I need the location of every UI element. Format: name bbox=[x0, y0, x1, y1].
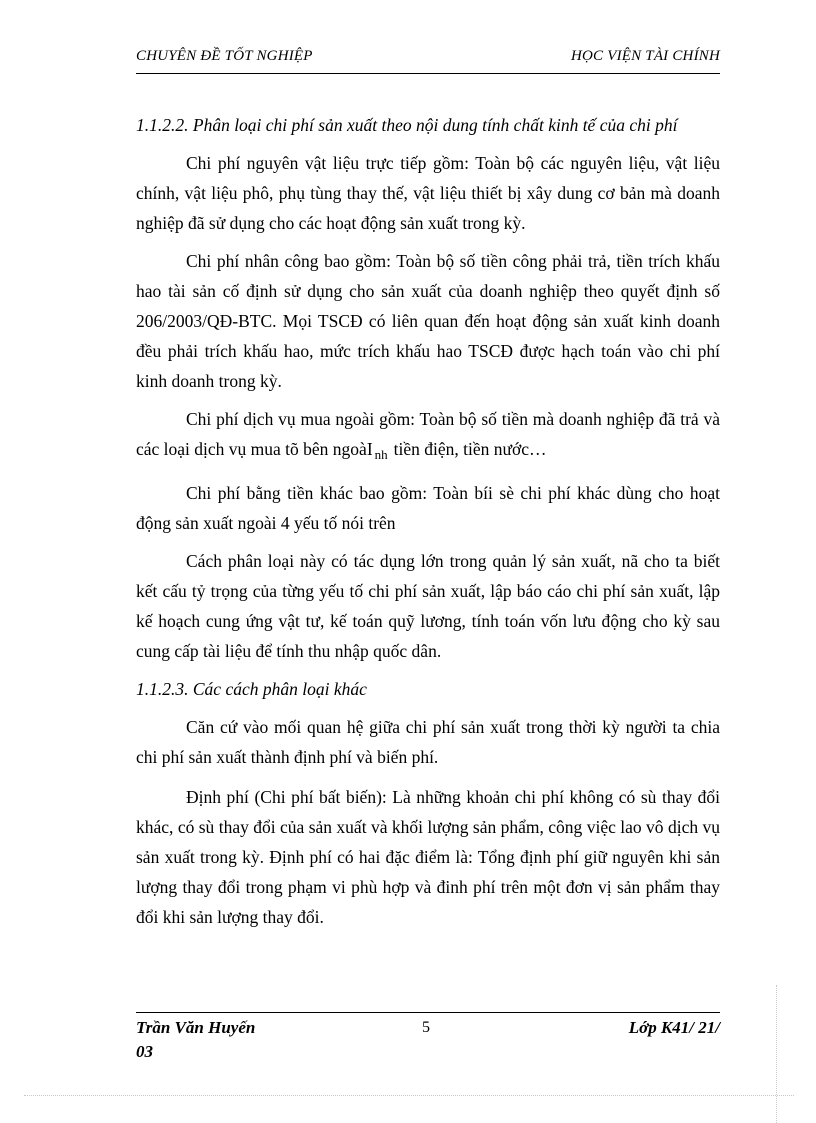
paragraph-relationship: Căn cứ vào mối quan hệ giữa chi phí sản xuất trong thời kỳ người ta chia chi phí sản xuất thành định phí và biến phí. bbox=[136, 717, 720, 767]
paragraph-other-cash: Chi phí bằng tiền khác bao gồm: Toàn bíi sè chi phí khác dùng cho hoạt động sản xuất ngoài 4 yếu tố nói trên bbox=[136, 483, 720, 533]
footer-class: Lớp K41/ 21/ bbox=[628, 1018, 720, 1037]
section-heading-1-1-2-3: 1.1.2.3. Các cách phân loại khác bbox=[136, 679, 367, 699]
paragraph-labor: Chi phí nhân công bao gồm: Toàn bộ số tiền công phải trả, tiền trích khấu hao tài sản cố định sử dụng cho sản xuất của doanh nghiệp theo quyết định số 206/2003/QĐ-BTC. Mọi TSCĐ có liên quan đến hoạt động sản xuất kinh doanh đều phải trích khấu hao, mức trích khấu hao TSCĐ được hạch toán vào chi phí kinh doanh trong kỳ. bbox=[136, 251, 720, 391]
paragraph-fixed-cost: Định phí (Chi phí bất biến): Là những khoản chi phí không có sù thay đổi khác, có sù thay đổi của sản xuất và khối lượng sản phẩm, công việc lao vô dịch vụ sản xuất trong kỳ. Định phí có hai đặc điểm là: Tổng định phí giữ nguyên khi sản lượng thay đổi trong phạm vi phù hợp và đinh phí trên một đơn vị sản phẩm thay đổi khi sản lượng thay đổi. bbox=[136, 787, 720, 927]
document-body bbox=[136, 110, 720, 932]
services-text-a: Chi phí dịch vụ mua ngoài gồm: Toàn bộ số tiền mà doanh nghiệp đã trả và các loại dịch vụ mua tõ bên ngoàI bbox=[136, 409, 720, 459]
header-right: HỌC VIỆN TÀI CHÍNH bbox=[570, 48, 720, 64]
section-heading-1-1-2-2: 1.1.2.2. Phân loại chi phí sản xuất theo nội dung tính chất kinh tế của chi phí bbox=[136, 115, 678, 135]
header-rule bbox=[136, 73, 720, 74]
page-header bbox=[136, 48, 720, 72]
page-margin-guide-horizontal bbox=[24, 1095, 794, 1096]
footer-rule bbox=[136, 1012, 720, 1013]
paragraph-materials: Chi phí nguyên vật liệu trực tiếp gồm: Toàn bộ các nguyên liệu, vật liệu chính, vật liệu phô, phụ tùng thay thế, vật liệu thiết bị xây dung cơ bản mà doanh nghiệp đã sử dụng cho các hoạt động sản xuất trong kỳ. bbox=[136, 153, 720, 233]
services-subscript: nh bbox=[374, 447, 388, 462]
paragraph-services bbox=[136, 404, 720, 470]
header-left: CHUYÊN ĐỀ TỐT NGHIỆP bbox=[136, 48, 313, 64]
footer-author-line2: 03 bbox=[136, 1042, 153, 1061]
paragraph-classification-use: Cách phân loại này có tác dụng lớn trong quản lý sản xuất, nã cho ta biết kết cấu tỷ trọng của từng yếu tố chi phí sản xuất, lập báo cáo chi phí sản xuất, lập kế hoạch cung ứng vật tư, kế toán quỹ lương, tính toán vốn lưu động cho kỳ sau cung cấp tài liệu để tính thu nhập quốc dân. bbox=[136, 551, 720, 661]
services-text-b: tiền điện, tiền nước… bbox=[393, 439, 547, 459]
footer-page-number: 5 bbox=[422, 1019, 430, 1036]
footer-author: Trần Văn Huyến bbox=[136, 1018, 256, 1037]
page-margin-guide-vertical bbox=[776, 985, 777, 1123]
